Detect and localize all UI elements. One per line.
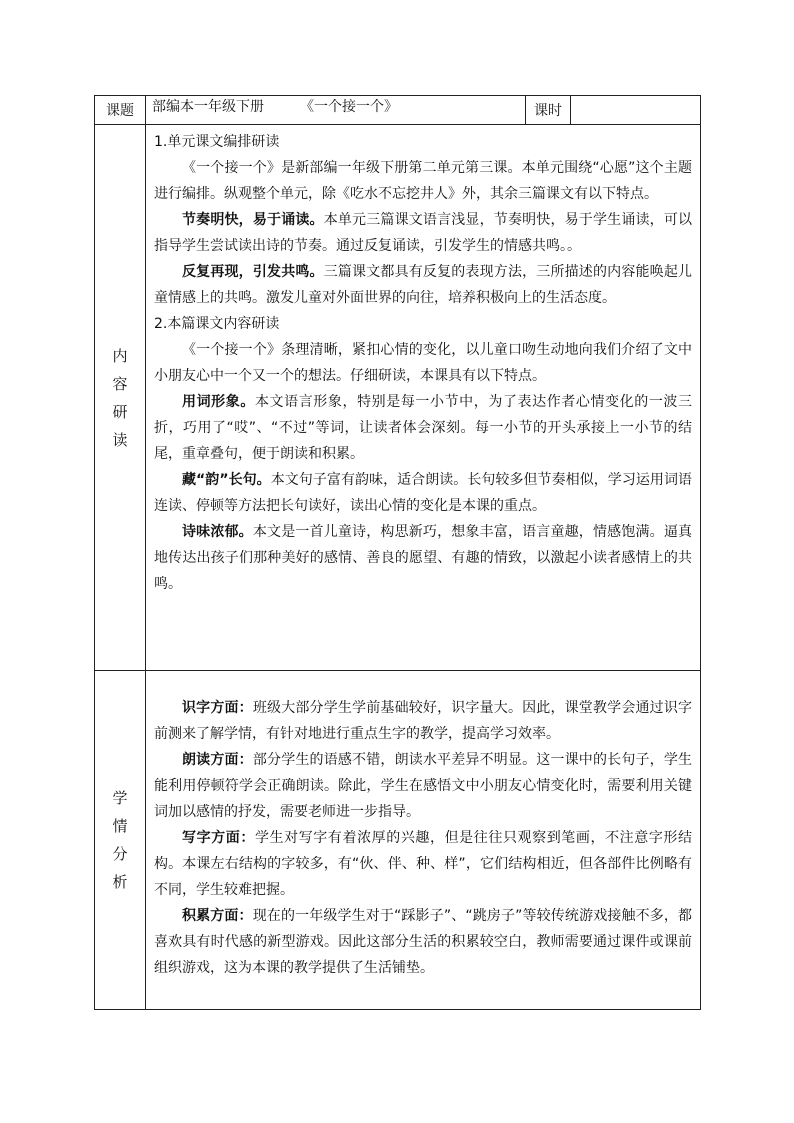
label-char: 情 [112, 817, 128, 835]
label-char: 学 [112, 789, 128, 807]
section-heading: 1.单元课文编排研读 [154, 134, 280, 150]
paragraph [154, 467, 692, 519]
paragraph-text: 本文句子富有韵味，适合朗读。长句较多但节奏相似，学习运用词语连读、停顿等方法把长句读好，读出心情的变化是本课的重点。 [154, 472, 693, 514]
paragraph-text: 本文是一首儿童诗，构思新巧，想象丰富，语言童趣，情感饱满。逼真地传达出孩子们那种美好的感情、善良的愿望、有趣的情致，以激起小读者感情上的共鸣。 [154, 524, 693, 592]
bold-lead: 节奏明快，易于诵读。 [182, 212, 324, 228]
bold-lead: 写字方面： [182, 830, 255, 846]
section-heading: 2.本篇课文内容研读 [154, 316, 280, 332]
label-char: 研 [112, 402, 128, 421]
lesson-plan-table [94, 95, 701, 1010]
paragraph: 《一个接一个》是新部编一年级下册第二单元第三课。本单元围绕“心愿”这个主题进行编排。纵观整个单元，除《吃水不忘挖井人》外，其余三篇课文有以下特点。 [154, 160, 692, 202]
paragraph [154, 695, 692, 747]
paragraph [154, 259, 692, 311]
content-study-label [95, 125, 146, 671]
paragraph [154, 825, 692, 903]
paragraph-text: 部分学生的语感不错，朗读水平差异不明显。这一课中的长句子，学生能利用停顿符学会正确朗读。除此，学生在感悟文中小朋友心情变化时，需要利用关键词加以感情的抒发，需要老师进一步指导。 [154, 752, 693, 820]
paragraph [154, 519, 692, 597]
student-analysis-row [95, 671, 701, 1010]
label-char: 析 [112, 873, 128, 891]
lesson-label: 课题 [95, 96, 146, 125]
label-char: 读 [112, 430, 128, 449]
paragraph-text: 现在的一年级学生对于“踩影子”、“跳房子”等较传统游戏接触不多，都喜欢具有时代感的新型游戏。因此这部分生活的积累较空白，教师需要通过课件或课前组织游戏，这为本课的教学提供了生活铺垫。 [154, 908, 693, 976]
paragraph [154, 207, 692, 259]
label-char: 容 [112, 374, 128, 393]
paragraph-text: 班级大部分学生学前基础较好，识字量大。因此，课堂教学会通过识字前测来了解学情，有针对地进行重点生字的教学，提高学习效率。 [154, 700, 693, 742]
bold-lead: 积累方面： [182, 908, 253, 924]
header-row [95, 96, 701, 125]
label-char: 分 [112, 845, 128, 863]
paragraph-text: 三篇课文都具有反复的表现方法，三所描述的内容能唤起儿童情感上的共鸣。激发儿童对外面世界的向往，培养积极向上的生活态度。 [154, 264, 693, 306]
paragraph-text: 本文语言形象，特别是每一小节中，为了表达作者心情变化的一波三折，巧用了“哎”、“不过”等词，让读者体会深刻。每一小节的开头承接上一小节的结尾，重章叠句，便于朗读和积累。 [154, 394, 693, 462]
content-study-row [95, 125, 701, 671]
content-study-body [146, 125, 701, 671]
bold-lead: 反复再现，引发共鸣。 [182, 264, 324, 280]
paragraph [154, 903, 692, 981]
label-char: 内 [112, 346, 128, 365]
paragraph [154, 389, 692, 467]
paragraph: 《一个接一个》条理清晰，紧扣心情的变化，以儿童口吻生动地向我们介绍了文中小朋友心中一个又一个的想法。仔细研读，本课具有以下特点。 [154, 342, 692, 384]
lesson-title: 《一个接一个》 [300, 99, 398, 115]
bold-lead: 朗读方面： [182, 752, 253, 768]
grade-text: 部编本一年级下册 [152, 99, 264, 115]
paragraph-text: 本单元三篇课文语言浅显，节奏明快，易于学生诵读，可以指导学生尝试读出诗的节奏。通过反复诵读，引发学生的情感共鸣。。 [154, 212, 693, 254]
lesson-title-cell [146, 96, 526, 125]
period-label: 课时 [526, 96, 571, 125]
bold-lead: 诗味浓郁。 [182, 524, 253, 540]
paragraph-text: 学生对写字有着浓厚的兴趣，但是往往只观察到笔画，不注意字形结构。本课左右结构的字较多，有“伙、伴、种、样”，它们结构相近，但各部件比例略有不同，学生较难把握。 [154, 830, 693, 898]
bold-lead: 用词形象。 [182, 394, 255, 410]
paragraph [154, 747, 692, 825]
bold-lead: 识字方面： [182, 700, 253, 716]
bold-lead: 藏“韵”长句。 [182, 472, 271, 488]
period-value [571, 96, 701, 125]
student-analysis-label [95, 671, 146, 1010]
student-analysis-body [146, 671, 701, 1010]
